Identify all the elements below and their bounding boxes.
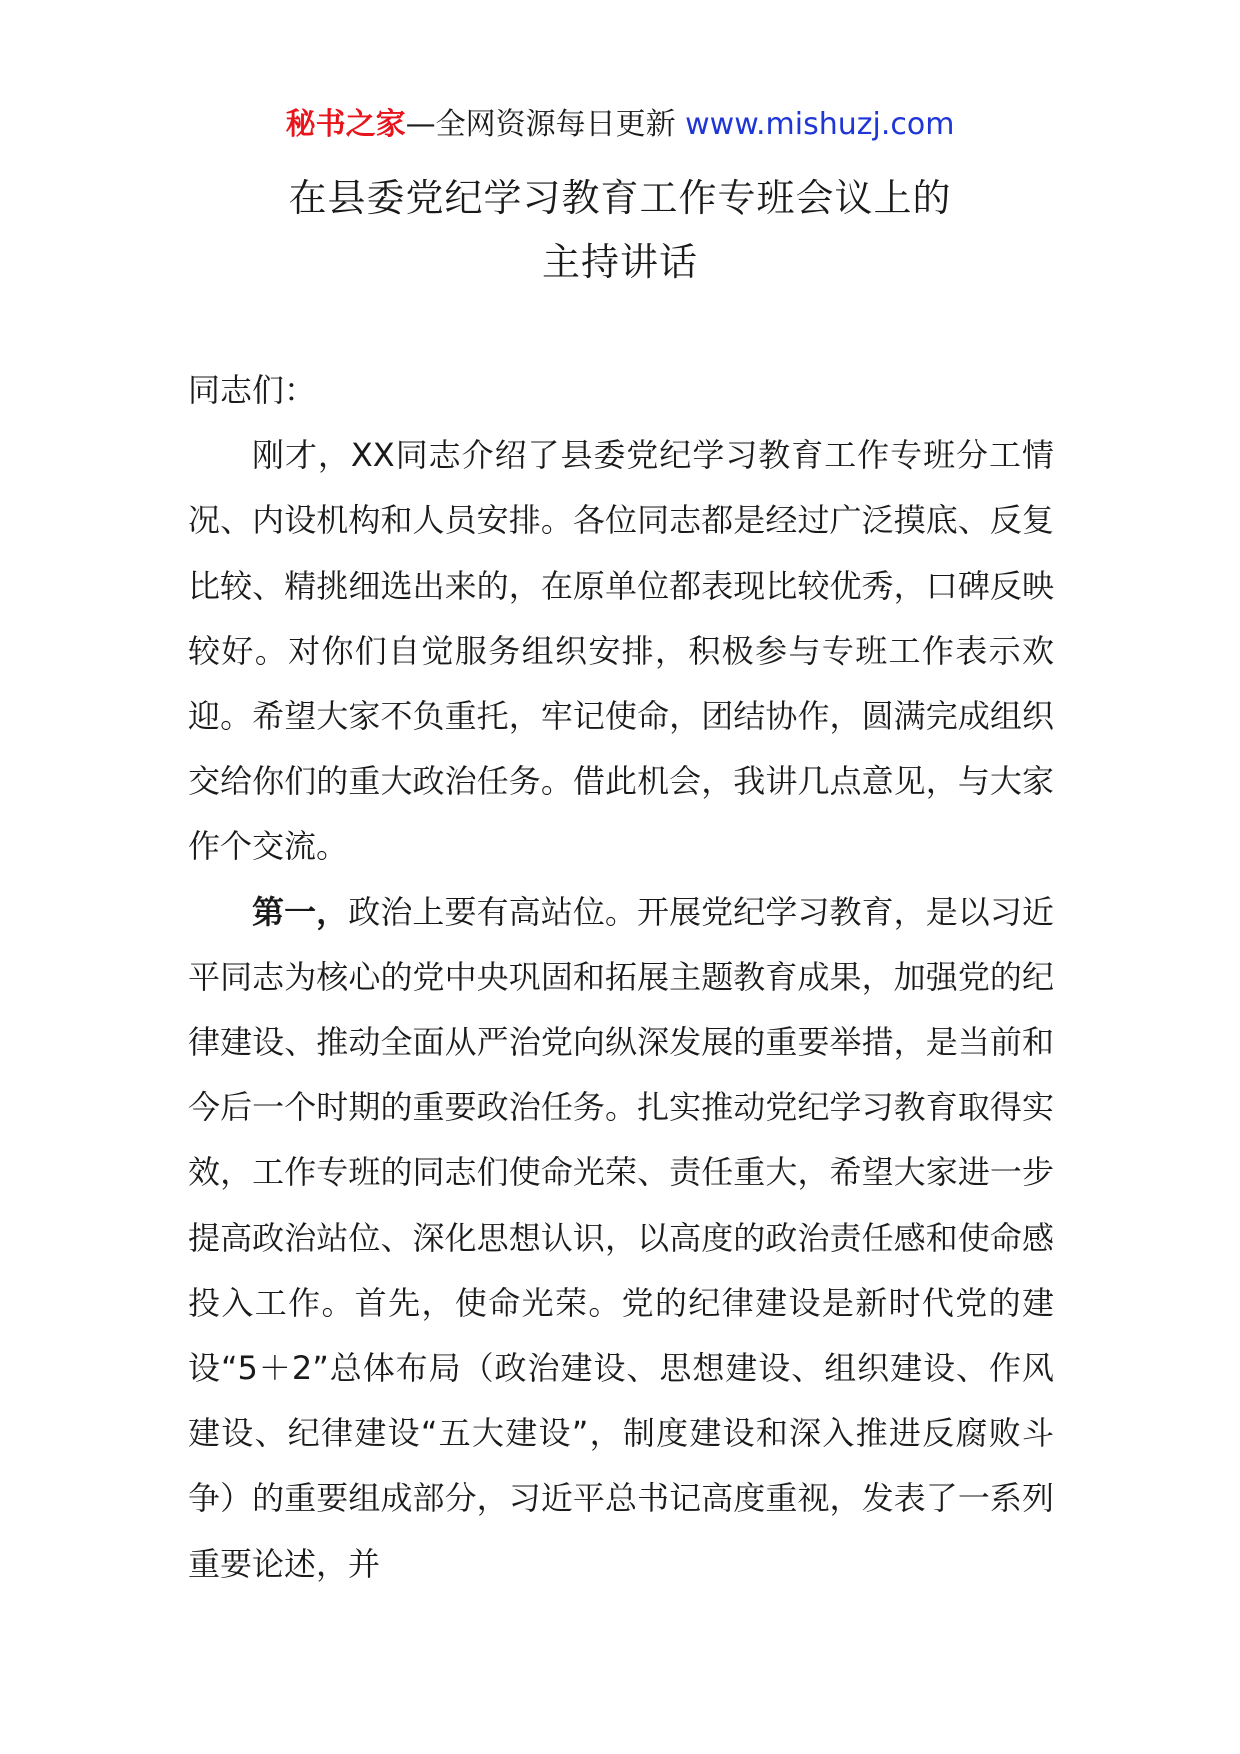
site-url-link[interactable]: www.mishuzj.com <box>685 107 955 142</box>
paragraph-2 <box>188 880 1054 1597</box>
greeting: 同志们： <box>188 371 317 409</box>
title-line-2: 主持讲话 <box>541 240 698 284</box>
title-line-1: 在县委党纪学习教育工作专班会议上的 <box>288 176 952 220</box>
brand-name: 秘书之家 <box>285 107 406 142</box>
paragraph-2-text: 政治上要有高站位。开展党纪学习教育，是以习近平同志为核心的党中央巩固和拓展主题教育成果，加强党的纪律建设、推动全面从严治党向纵深发展的重要举措，是当前和今后一个时期的重要政治任务。扎实推动党纪学习教育取得实效，工作专班的同志们使命光荣、责任重大，希望大家进一步提高政治站位、深化思想认识，以高度的政治责任感和使命感投入工作。首先，使命光荣。党的纪律建设是新时代党的建设“5＋2”总体布局（政治建设、思想建设、组织建设、作风建设、纪律建设“五大建设”，制度建设和深入推进反腐败斗争）的重要组成部分，习近平总书记高度重视，发表了一系列重要论述，并 <box>188 892 1054 1583</box>
site-header <box>0 103 1240 147</box>
document-body <box>188 358 1054 1597</box>
header-slogan: —全网资源每日更新 <box>405 107 686 142</box>
paragraph-2-lead: 第一， <box>252 892 349 931</box>
paragraph-1: 刚才，XX同志介绍了县委党纪学习教育工作专班分工情况、内设机构和人员安排。各位同志都是经过广泛摸底、反复比较、精挑细选出来的，在原单位都表现比较优秀，口碑反映较好。对你们自觉服务组织安排，积极参与专班工作表示欢迎。希望大家不负重托，牢记使命，团结协作，圆满完成组织交给你们的重大政治任务。借此机会，我讲几点意见，与大家作个交流。 <box>188 436 1054 866</box>
document-title <box>0 166 1240 294</box>
